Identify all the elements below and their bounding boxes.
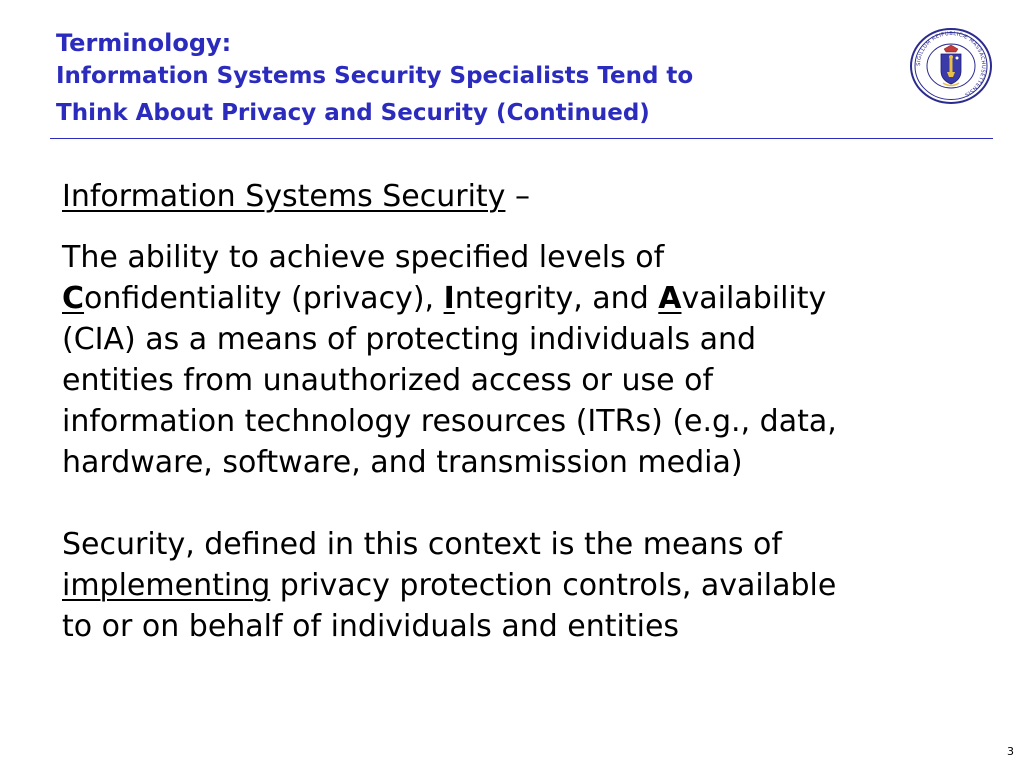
cia-word-rest: ntegrity, and [454, 281, 659, 316]
cia-word-rest: onfidentiality (privacy), [84, 281, 444, 316]
title-line-3: Think About Privacy and Security (Continued) [56, 100, 650, 126]
paragraph-spacer [62, 483, 992, 524]
security-line: to or on behalf of individuals and entities [62, 609, 680, 644]
definition-line: (CIA) as a means of protecting individuals and [62, 322, 757, 357]
seal-ring-text: SIGILLUM REIPUBLICÆ MASSACHUSETTENSIS [915, 30, 987, 98]
term-heading-dash: – [505, 179, 530, 214]
definition-line: hardware, software, and transmission media) [62, 445, 743, 480]
slide-title [56, 28, 896, 132]
security-line: Security, defined in this context is the means of [62, 527, 782, 562]
title-divider [50, 138, 993, 139]
term-heading [62, 176, 992, 217]
page-number: 3 [1007, 745, 1014, 758]
massachusetts-seal-icon [908, 27, 994, 105]
definition-line: The ability to achieve specified levels of [62, 240, 665, 275]
cia-word-rest: vailability [681, 281, 827, 316]
security-paragraph [62, 524, 992, 647]
security-line: privacy protection controls, available [270, 568, 837, 603]
title-line-2: Information Systems Security Specialists Tend to [56, 63, 694, 89]
title-line-1: Terminology: [56, 29, 232, 57]
implementing-term: implementing [62, 568, 271, 603]
definition-line: information technology resources (ITRs) (e.g., data, [62, 404, 837, 439]
definition-paragraph [62, 237, 992, 483]
slide-body [62, 176, 992, 647]
cia-letter-c: C [62, 281, 85, 316]
term-heading-text: Information Systems Security [62, 179, 506, 214]
definition-line: entities from unauthorized access or use of [62, 363, 714, 398]
cia-letter-a: A [658, 281, 682, 316]
cia-letter-i: I [443, 281, 455, 316]
